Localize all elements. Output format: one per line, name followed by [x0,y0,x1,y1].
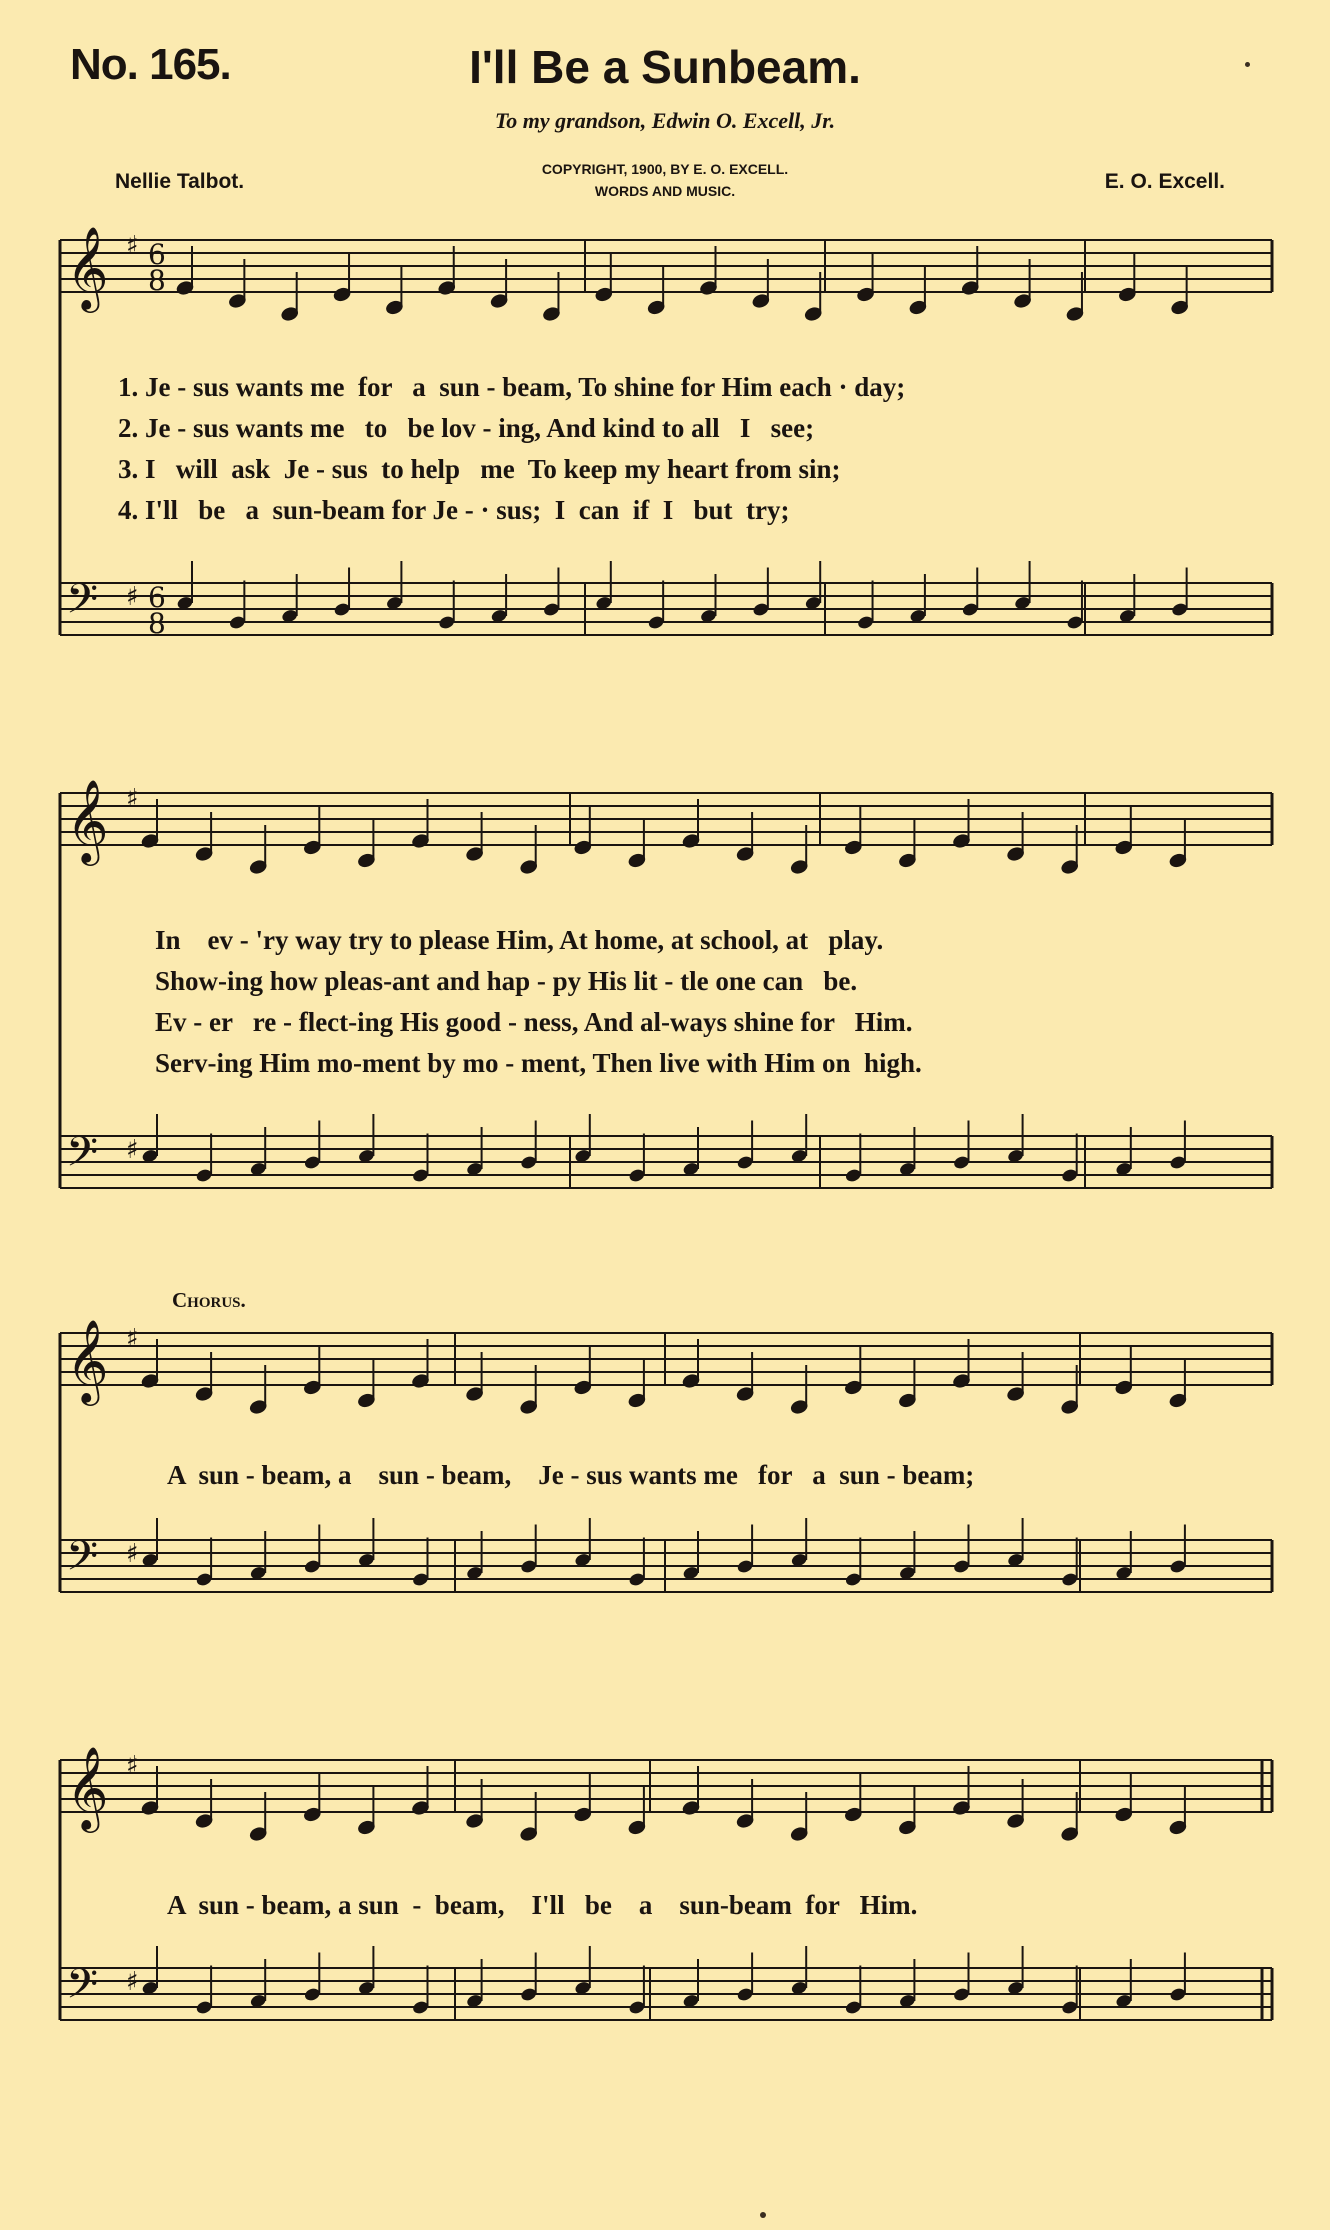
bass-clef: 𝄢 [66,1532,99,1590]
note-head [953,1155,970,1169]
hymn-title: I'll Be a Sunbeam. [469,41,861,93]
note-head [910,609,927,623]
note-head [520,1559,537,1573]
note-head [791,1553,808,1567]
note-head [466,1566,483,1580]
note-head [1171,602,1188,616]
key-sharp: ♯ [126,1967,139,1997]
verse-3-line: 3. I will ask Je - sus to help me To keep my heart from sin; [118,454,841,484]
note-head [629,1168,646,1182]
note-head [196,1572,213,1586]
note-head [574,1149,591,1163]
treble-clef: 𝄞 [66,225,109,309]
note-head [304,1155,321,1169]
note-head [845,2000,862,2014]
time-sig-bottom: 8 [148,264,166,297]
note-head [412,2000,429,2014]
note-head [466,1162,483,1176]
treble-clef: 𝄞 [66,1745,109,1829]
note-head [412,1168,429,1182]
note-head [491,609,508,623]
note-head [683,1566,700,1580]
key-sharp: ♯ [126,1751,139,1781]
note-head [412,1572,429,1586]
key-sharp: ♯ [126,582,139,612]
note-head [1067,615,1084,629]
note-head [648,615,665,629]
bass-clef: 𝄢 [66,1960,99,2018]
note-head [142,1149,159,1163]
verse-1-line: 1. Je - sus wants me for a sun - beam, To shine for Him each · day; [118,372,906,402]
note-head [142,1553,159,1567]
note-head [386,596,403,610]
note-head [845,1572,862,1586]
note-head [791,1981,808,1995]
note-head [805,596,822,610]
note-head [857,615,874,629]
note-head [1115,1994,1132,2008]
bass-clef: 𝄢 [66,575,99,633]
note-head [1115,1162,1132,1176]
note-head [737,1559,754,1573]
note-head [1014,596,1031,610]
note-head [1007,1981,1024,1995]
chorus-line-2: A sun - beam, a sun - beam, I'll be a sun-beam for Him. [167,1890,918,1920]
lyricist: Nellie Talbot. [115,170,245,193]
note-head [1170,1987,1187,2001]
key-sharp: ♯ [126,784,139,814]
note-head [753,602,770,616]
note-head [1170,1559,1187,1573]
key-sharp: ♯ [126,1324,139,1354]
chorus-label: Chorus. [172,1288,246,1312]
verse-block-1 [118,372,905,536]
note-head [1007,1149,1024,1163]
note-head [899,1994,916,2008]
note-head [1115,1566,1132,1580]
note-head [358,1149,375,1163]
note-head [574,1553,591,1567]
note-head [304,1559,321,1573]
key-sharp: ♯ [126,231,139,261]
note-head [250,1994,267,2008]
note-head [304,1987,321,2001]
hymn-number: No. 165. [70,40,231,89]
note-head [899,1162,916,1176]
note-head [791,1149,808,1163]
note-head [142,1981,159,1995]
note-head [737,1987,754,2001]
dedication: To my grandson, Edwin O. Excell, Jr. [494,108,836,133]
time-sig-bottom: 8 [148,607,166,640]
note-head [683,1994,700,2008]
verse-1-line: In ev - 'ry way try to please Him, At home, at school, at play. [155,925,884,955]
note-head [358,1553,375,1567]
note-head [520,1155,537,1169]
verse-2-line: 2. Je - sus wants me to be lov - ing, And kind to all I see; [118,413,815,443]
note-head [629,1572,646,1586]
key-sharp: ♯ [126,1135,139,1165]
note-head [899,1566,916,1580]
bass-clef: 𝄢 [66,1128,99,1186]
note-head [629,2000,646,2014]
note-head [196,1168,213,1182]
verse-4-line: 4. I'll be a sun-beam for Je - · sus; I can if I but try; [118,495,790,525]
note-head [250,1162,267,1176]
composer: E. O. Excell. [1104,170,1225,193]
note-head [196,2000,213,2014]
note-head [1061,2000,1078,2014]
note-head [1061,1168,1078,1182]
time-sig-top: 6 [148,581,166,614]
verse-2-line: Show-ing how pleas-ant and hap - py His lit - tle one can be. [155,966,858,996]
note-head [438,615,455,629]
key-sharp: ♯ [126,1539,139,1569]
note-head [962,602,979,616]
verse-block-2 [155,925,922,1089]
note-head [520,1987,537,2001]
note-head [543,602,560,616]
verse-4-line: Serv-ing Him mo-ment by mo - ment, Then live with Him on high. [155,1048,922,1078]
note-head [281,609,298,623]
note-head [358,1981,375,1995]
note-head [1061,1572,1078,1586]
note-head [1007,1553,1024,1567]
note-head [845,1168,862,1182]
note-head [953,1559,970,1573]
treble-clef: 𝄞 [66,778,109,862]
copyright-subline: WORDS AND MUSIC. [594,183,736,199]
note-head [737,1155,754,1169]
copyright-line: COPYRIGHT, 1900, BY E. O. EXCELL. [541,161,789,177]
treble-clef: 𝄞 [66,1318,109,1402]
chorus-line-1: A sun - beam, a sun - beam, Je - sus wants me for a sun - beam; [167,1460,975,1490]
time-sig-top: 6 [148,238,166,271]
note-head [1119,609,1136,623]
note-head [466,1994,483,2008]
note-head [574,1981,591,1995]
note-head [595,596,612,610]
note-head [334,602,351,616]
verse-3-line: Ev - er re - flect-ing His good - ness, And al-ways shine for Him. [155,1007,913,1037]
note-head [1170,1155,1187,1169]
note-head [683,1162,700,1176]
note-head [250,1566,267,1580]
note-head [953,1987,970,2001]
note-head [700,609,717,623]
note-head [177,596,194,610]
note-head [229,615,246,629]
